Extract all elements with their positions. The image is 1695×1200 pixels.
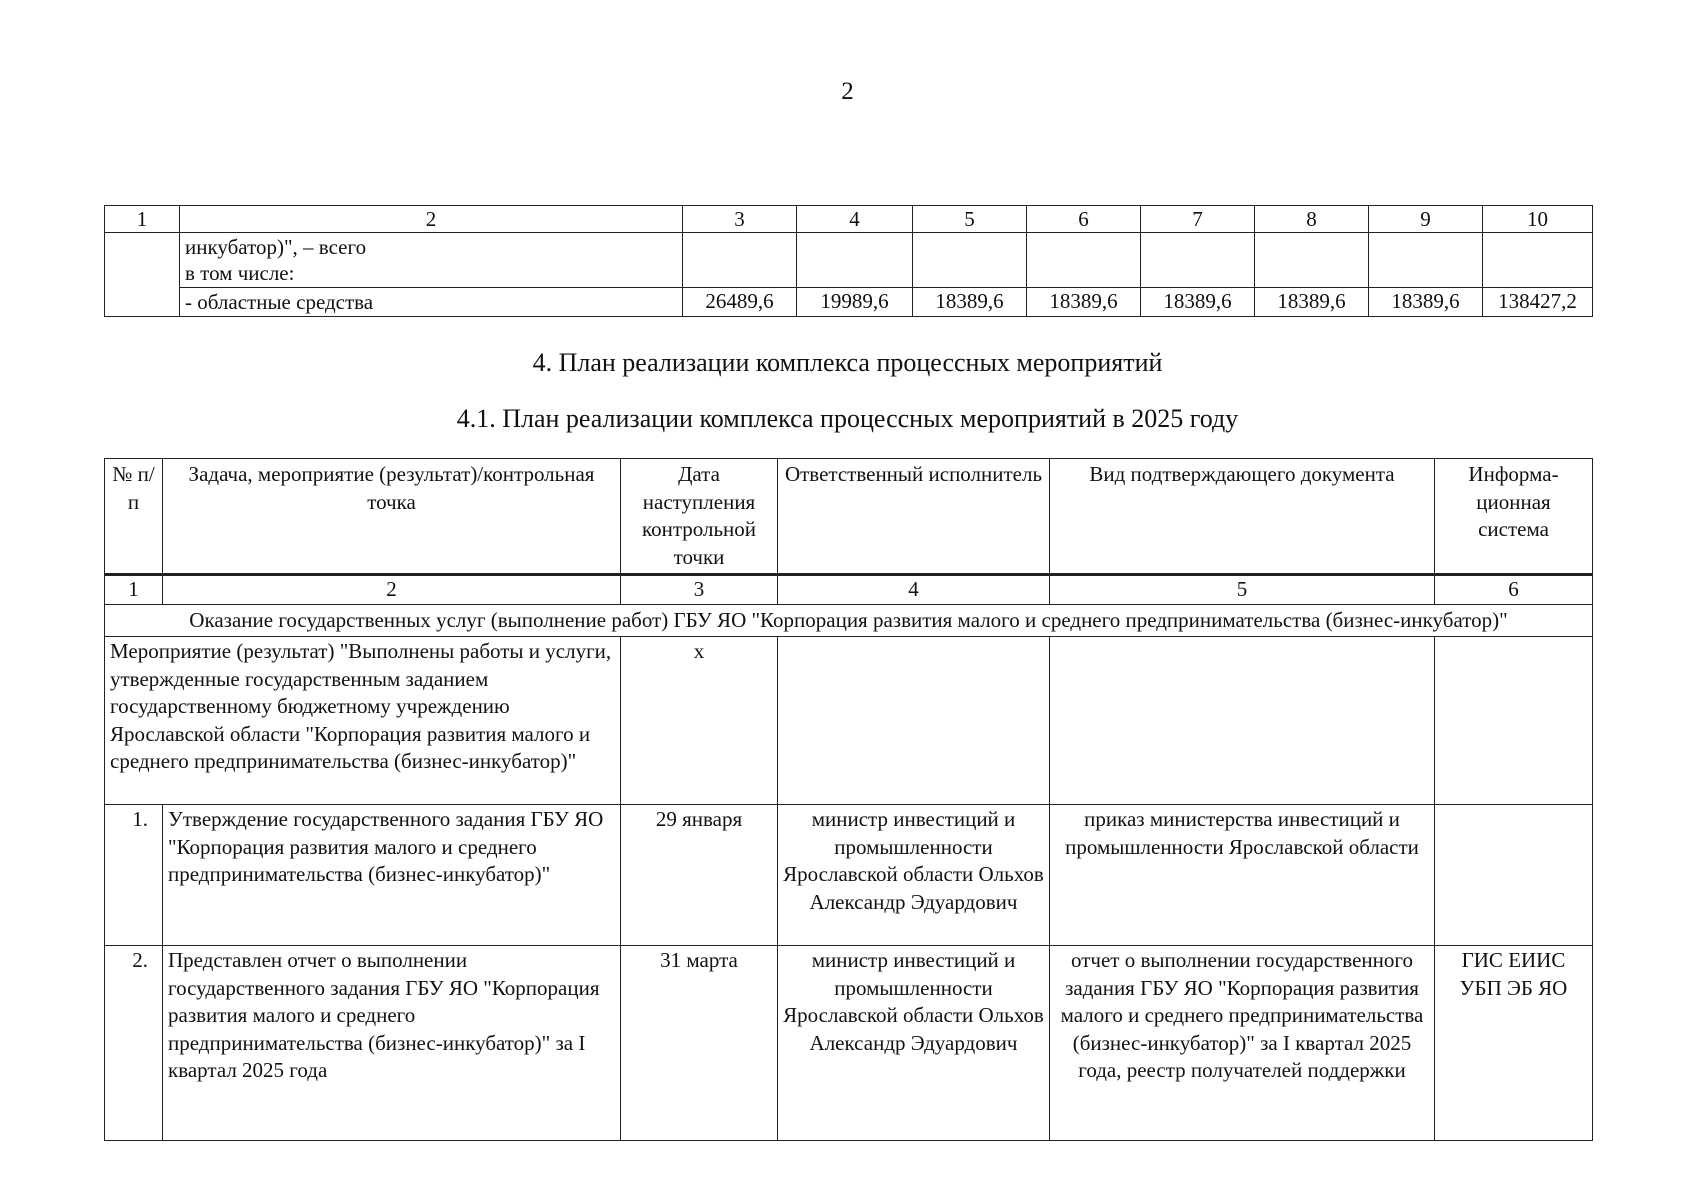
row-system: ГИС ЕИИС УБП ЭБ ЯО (1435, 946, 1593, 1141)
funding-value: 138427,2 (1483, 288, 1593, 317)
funding-value: 18389,6 (913, 288, 1027, 317)
row-document: приказ министерства инвестиций и промышленности Ярославской области (1050, 805, 1435, 946)
funding-col-4: 4 (797, 206, 913, 233)
program-title: Оказание государственных услуг (выполнение работ) ГБУ ЯО "Корпорация развития малого и среднего предпринимательства (бизнес-инкубатор)" (105, 604, 1593, 637)
plan-table (104, 458, 1593, 1141)
row-date: 29 января (621, 805, 778, 946)
funding-table-header-row (105, 206, 1593, 233)
col-number: 6 (1435, 575, 1593, 605)
funding-row-regional (105, 288, 1593, 317)
row-date: 31 марта (621, 946, 778, 1141)
funding-total-label (180, 233, 683, 288)
section-heading: 4. План реализации комплекса процессных мероприятий (532, 348, 1163, 377)
row-responsible: министр инвестиций и промышленности Ярославской области Ольхов Александр Эдуардович (778, 946, 1050, 1141)
funding-col-7: 7 (1141, 206, 1255, 233)
funding-value: 18389,6 (1369, 288, 1483, 317)
program-row (105, 604, 1593, 637)
col-number: 2 (163, 575, 621, 605)
plan-row-1 (105, 805, 1593, 946)
row-document: отчет о выполнении государственного задания ГБУ ЯО "Корпорация развития малого и среднего предпринимательства (бизнес-инкубатор)" за I квартал 2025 года, реестр получателей поддержки (1050, 946, 1435, 1141)
row-task: Представлен отчет о выполнении государственного задания ГБУ ЯО "Корпорация развития малого и среднего предпринимательства (бизнес-инкубатор)" за I квартал 2025 года (163, 946, 621, 1141)
funding-col-5: 5 (913, 206, 1027, 233)
plan-table-number-row (105, 575, 1593, 605)
event-row (105, 637, 1593, 805)
col-number: 5 (1050, 575, 1435, 605)
funding-col-1: 1 (105, 206, 180, 233)
funding-total-line-2: в том числе: (185, 261, 295, 285)
funding-total-line-1: инкубатор)", – всего (185, 235, 367, 259)
funding-table (104, 205, 1593, 317)
header-date: Дата наступления контрольной точки (621, 459, 778, 575)
funding-col-8: 8 (1255, 206, 1369, 233)
col-number: 1 (105, 575, 163, 605)
row-task: Утверждение государственного задания ГБУ ЯО "Корпорация развития малого и среднего предпринимательства (бизнес-инкубатор)" (163, 805, 621, 946)
funding-col-2: 2 (180, 206, 683, 233)
subsection-heading: 4.1. План реализации комплекса процессных мероприятий в 2025 году (456, 404, 1239, 433)
funding-value: 18389,6 (1255, 288, 1369, 317)
page-number: 2 (841, 78, 854, 105)
funding-value: 26489,6 (683, 288, 797, 317)
header-document: Вид подтверждающего документа (1050, 459, 1435, 575)
header-num: № п/п (105, 459, 163, 575)
header-task: Задача, мероприятие (результат)/контрольная точка (163, 459, 621, 575)
row-number: 2. (105, 946, 163, 1141)
funding-row-total (105, 233, 1593, 288)
plan-row-2 (105, 946, 1593, 1141)
funding-col-6: 6 (1027, 206, 1141, 233)
event-text: Мероприятие (результат) "Выполнены работы и услуги, утвержденные государственным заданием государственному бюджетному учреждению Ярославской области "Корпорация развития малого и среднего предпринимательства (бизнес-инкубатор)" (105, 637, 621, 805)
col-number: 4 (778, 575, 1050, 605)
funding-value: 19989,6 (797, 288, 913, 317)
funding-empty-cell (105, 233, 180, 317)
funding-col-10: 10 (1483, 206, 1593, 233)
funding-col-3: 3 (683, 206, 797, 233)
header-system: Информа-ционная система (1435, 459, 1593, 575)
plan-table-header-row (105, 459, 1593, 575)
funding-value: 18389,6 (1141, 288, 1255, 317)
row-number: 1. (105, 805, 163, 946)
col-number: 3 (621, 575, 778, 605)
event-date: х (621, 637, 778, 805)
funding-value: 18389,6 (1027, 288, 1141, 317)
funding-col-9: 9 (1369, 206, 1483, 233)
row-responsible: министр инвестиций и промышленности Ярославской области Ольхов Александр Эдуардович (778, 805, 1050, 946)
funding-regional-label: - областные средства (180, 288, 683, 317)
row-system (1435, 805, 1593, 946)
header-responsible: Ответственный исполнитель (778, 459, 1050, 575)
